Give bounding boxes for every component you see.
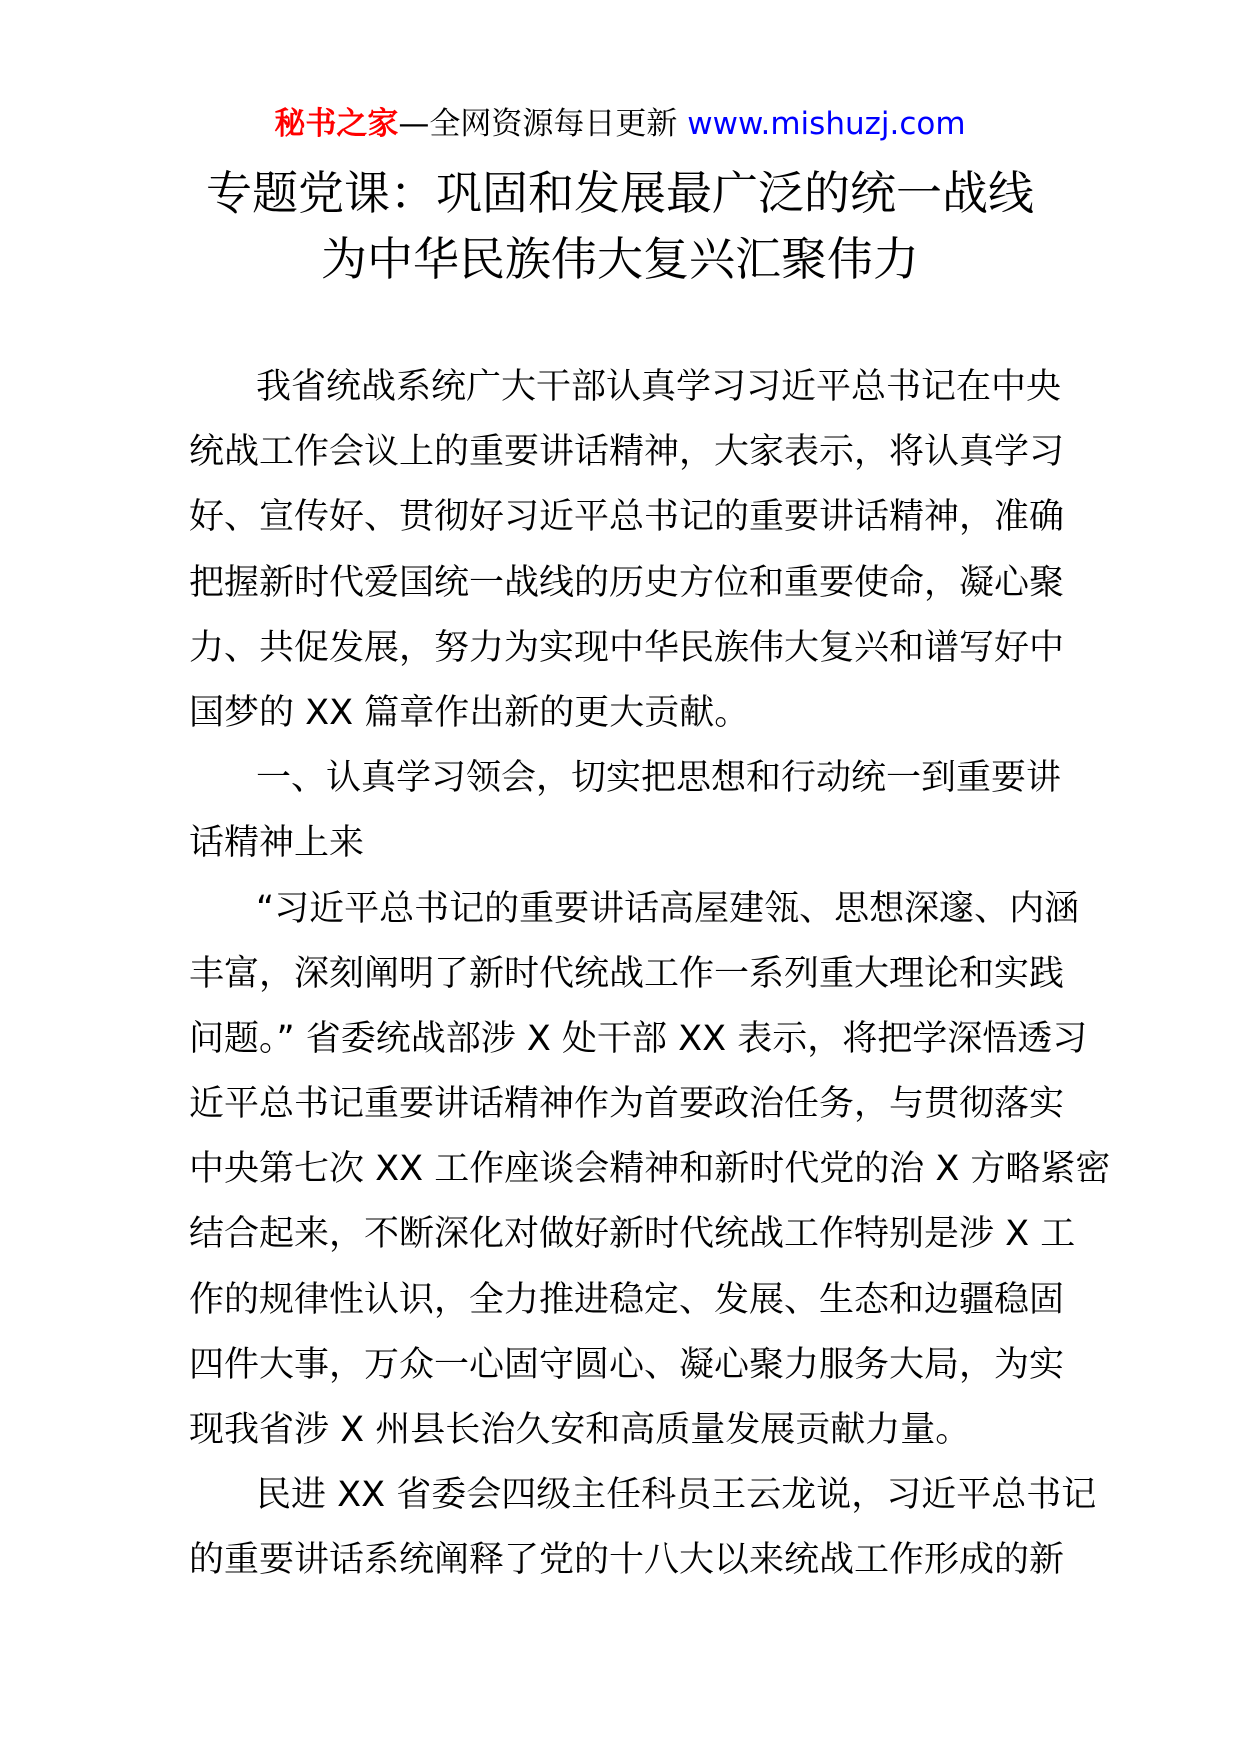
paragraph-line: 统战工作会议上的重要讲话精神，大家表示，将认真学习: [189, 432, 1065, 473]
paragraph-line: 好、宣传好、贯彻好习近平总书记的重要讲话精神，准确: [189, 497, 1065, 538]
paragraph-line: 民进 XX 省委会四级主任科员王云龙说，习近平总书记: [256, 1475, 1097, 1516]
site-url-link[interactable]: www.mishuzj.com: [687, 106, 966, 142]
section-heading-line: 话精神上来: [189, 823, 365, 864]
document-title-line-1: 专题党课：巩固和发展最广泛的统一战线: [206, 166, 1034, 220]
section-heading-line: 一、认真学习领会，切实把思想和行动统一到重要讲: [256, 758, 1062, 799]
paragraph-line: 四件大事，万众一心固守圆心、凝心聚力服务大局，为实: [189, 1344, 1065, 1385]
paragraph-line: 力、共促发展，努力为实现中华民族伟大复兴和谱写好中: [189, 627, 1065, 668]
paragraph-line: 结合起来，不断深化对做好新时代统战工作特别是涉 X 工: [189, 1214, 1076, 1255]
paragraph-line: 把握新时代爱国统一战线的历史方位和重要使命，凝心聚: [189, 562, 1065, 603]
paragraph-line: 作的规律性认识，全力推进稳定、发展、生态和边疆稳固: [189, 1279, 1065, 1320]
paragraph-line: 丰富，深刻阐明了新时代统战工作一系列重大理论和实践: [189, 953, 1065, 994]
document-title-line-2: 为中华民族伟大复兴汇聚伟力: [321, 232, 919, 286]
paragraph-line: 现我省涉 X 州县长治久安和高质量发展贡献力量。: [189, 1410, 971, 1450]
paragraph-line: 近平总书记重要讲话精神作为首要政治任务，与贯彻落实: [189, 1084, 1065, 1125]
paragraph-line: 中央第七次 XX 工作座谈会精神和新时代党的治 X 方略紧密: [189, 1149, 1111, 1190]
paragraph-line: “习近平总书记的重要讲话高屋建瓴、思想深邃、内涵: [256, 888, 1080, 929]
paragraph-line: 我省统战系统广大干部认真学习习近平总书记在中央: [256, 367, 1062, 407]
brand-name: 秘书之家: [274, 106, 399, 142]
document-body: [189, 355, 1111, 1594]
paragraph-line: 国梦的 XX 篇章作出新的更大贡献。: [189, 692, 750, 733]
banner-tagline: —全网资源每日更新: [398, 106, 678, 142]
paragraph-line: 问题。” 省委统战部涉 X 处干部 XX 表示，将把学深悟透习: [189, 1018, 1088, 1059]
paragraph-line: 的重要讲话系统阐释了党的十八大以来统战工作形成的新: [189, 1540, 1065, 1581]
site-banner: [0, 102, 1240, 146]
